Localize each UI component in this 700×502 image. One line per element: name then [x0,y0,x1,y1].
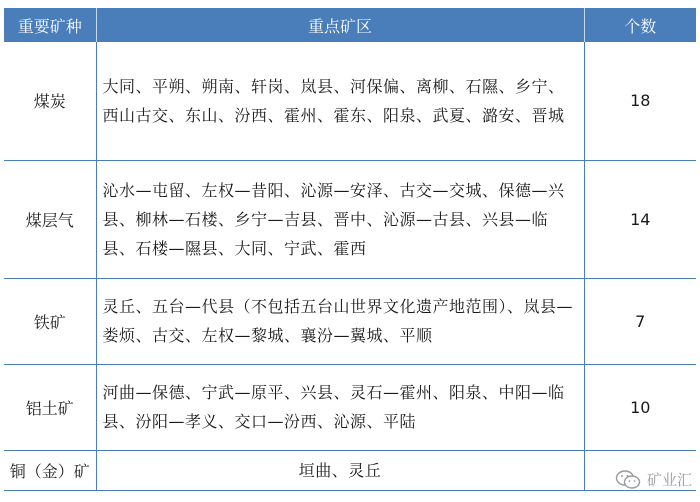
watermark [615,469,692,490]
mineral-type-cell: 铝土矿 [4,364,96,450]
table-row [4,364,696,450]
mineral-type-cell: 铁矿 [4,278,96,364]
count-cell: 7 [584,278,696,364]
wechat-icon [615,470,641,490]
header-count: 个数 [584,8,696,42]
table-row [4,278,696,364]
table-row [4,42,696,160]
header-row [4,8,696,42]
mineral-type-cell: 铜（金）矿 [4,450,96,490]
mineral-type-cell: 煤炭 [4,42,96,160]
table-row [4,450,696,490]
key-areas-cell: 灵丘、五台—代县（不包括五台山世界文化遗产地范围）、岚县—娄烦、古交、左权—黎城、襄汾—翼城、平顺 [96,278,584,364]
count-cell: 10 [584,364,696,450]
key-areas-cell: 沁水—屯留、左权—昔阳、沁源—安泽、古交—交城、保德—兴县、柳林—石楼、乡宁—吉县、晋中、沁源—古县、兴县—临县、石楼—隰县、大同、宁武、霍西 [96,160,584,278]
count-cell: 18 [584,42,696,160]
mineral-table [4,8,696,491]
key-areas-cell: 大同、平朔、朔南、轩岗、岚县、河保偏、离柳、石隰、乡宁、西山古交、东山、汾西、霍州、霍东、阳泉、武夏、潞安、晋城 [96,42,584,160]
count-cell: 14 [584,160,696,278]
mineral-type-cell: 煤层气 [4,160,96,278]
header-mineral-type: 重要矿种 [4,8,96,42]
key-areas-cell: 河曲—保德、宁武—原平、兴县、灵石—霍州、阳泉、中阳—临县、汾阳—孝义、交口—汾西、沁源、平陆 [96,364,584,450]
watermark-text: 矿业汇 [646,471,692,489]
table-row [4,160,696,278]
key-areas-cell: 垣曲、灵丘 [96,450,584,490]
header-key-areas: 重点矿区 [96,8,584,42]
